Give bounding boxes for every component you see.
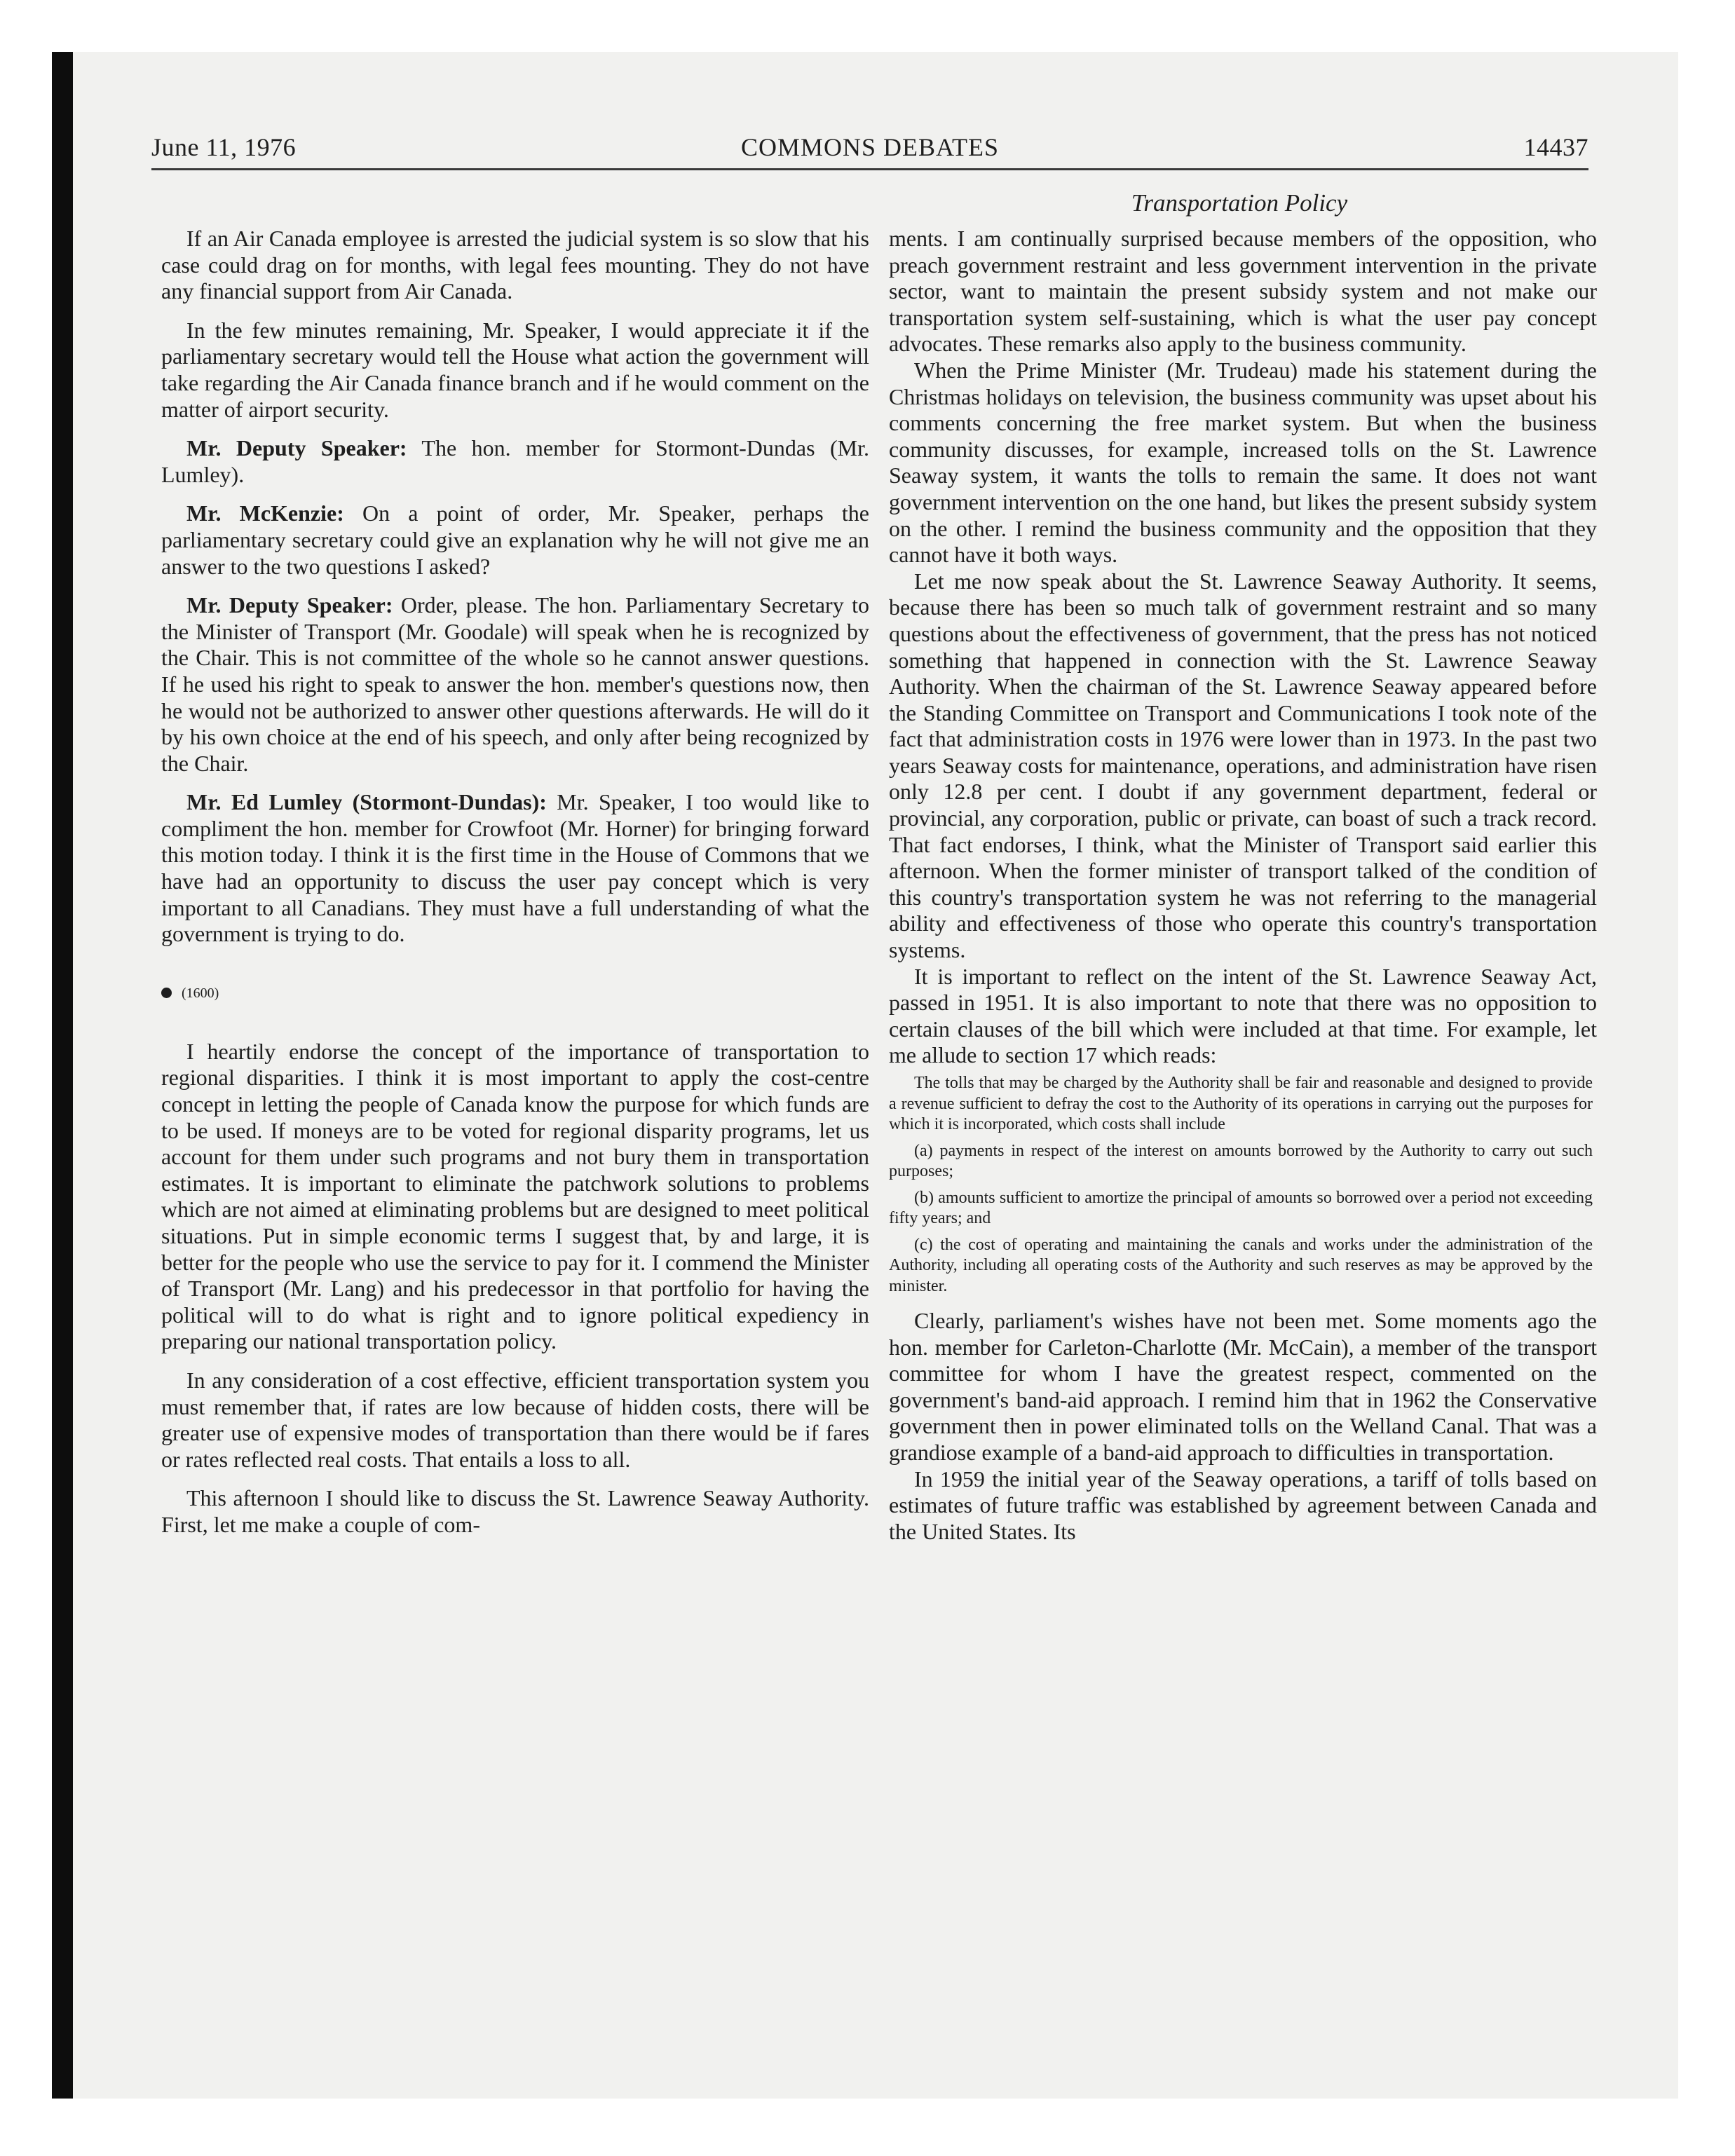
right-column [889, 226, 1597, 1545]
paragraph: I heartily endorse the concept of the importance of transportation to regional disparities. I think it is most important to apply the cost-centre concept in letting the people of Canada know the purpose for which funds are to be used. If moneys are to be voted for regional disparity programs, let us account for them under such programs and not bury them in transportation estimates. It is important to eliminate the patchwork solutions to problems which are not aimed at eliminating problems but are designed to meet political situations. Put in simple economic terms I suggest that, by and large, it is better for the people who use the service to pay for it. I commend the Minister of Transport (Mr. Lang) and his predecessor in that portfolio for having the political will to do what is right and to ignore political expediency in preparing our national transportation policy. [161, 1038, 869, 1354]
header-title: COMMONS DEBATES [740, 133, 1000, 161]
paragraph: In the few minutes remaining, Mr. Speaker, I would appreciate it if the parliamentary secretary would tell the House what action the government will take regarding the Air Canada finance branch and if he would comment on the matter of airport security. [161, 317, 869, 422]
quote-item-a: (a) payments in respect of the interest on amounts borrowed by the Authority to carry out such purposes; [889, 1141, 1593, 1180]
left-column [161, 226, 869, 1551]
header-page-number: 14437 [1523, 133, 1588, 161]
quote-item-c: (c) the cost of operating and maintaining the canals and works under the administration of the Authority, including all operating costs of the Authority and such reserves as may be approved by the minister. [889, 1235, 1593, 1295]
speaker-name: Mr. McKenzie: [186, 500, 344, 526]
speech-text: Mr. Speaker, I too would like to compliment the hon. member for Crowfoot (Mr. Horner) for bringing forward this motion today. I think it is the first time in the House of Commons that we have had an opportunity to discuss the user pay concept which is very important to all Canadians. They must have a full understanding of what the government is trying to do. [161, 789, 870, 947]
quote-intro: The tolls that may be charged by the Authority shall be fair and reasonable and designed to provide a revenue sufficient to defray the cost to the Authority of its operations in carrying out the purposes for which it is incorporated, which costs shall include [889, 1074, 1593, 1133]
page-header [151, 132, 1588, 170]
paragraph: It is important to reflect on the intent of the St. Lawrence Seaway Act, passed in 1951. It is also important to note that there was no opposition to certain clauses of the bill which were included at that time. For example, let me allude to section 17 which reads: [889, 963, 1597, 1068]
speaker-name: Mr. Deputy Speaker: [186, 592, 393, 618]
paragraph: ments. I am continually surprised because members of the opposition, who preach government restraint and less government intervention in the private sector, want to maintain the present subsidy system and not make our transportation system self-sustaining, which is what the user pay concept advocates. These remarks also apply to the business community. [889, 226, 1597, 357]
running-head: Transportation Policy [1131, 189, 1348, 217]
speech-text: Order, please. The hon. Parliamentary Secretary to the Minister of Transport (Mr. Goodale) will speak when he is recognized by the Chair. This is not committee of the whole so he cannot answer questions. If he used his right to speak to answer the hon. member's questions now, then he would not be authorized to answer other questions afterwards. He will do it by his own choice at the end of his speech, and only after being recognized by the Chair. [161, 592, 869, 776]
paragraph: Clearly, parliament's wishes have not been met. Some moments ago the hon. member for Carleton-Charlotte (Mr. McCain), a member of the transport committee for whom I have the greatest respect, commented on the government's band-aid approach. I remind him that in 1962 the Conservative government then in power eliminated tolls on the Welland Canal. That was a grandiose example of a band-aid approach to difficulties in transportation. [889, 1308, 1597, 1465]
speech-text: On a point of order, Mr. Speaker, perhaps the parliamentary secretary could give an explanation why he will not give me an answer to the two questions I asked? [161, 500, 869, 579]
speech-paragraph [161, 500, 869, 580]
header-date: June 11, 1976 [151, 133, 297, 161]
timestamp-text: (1600) [182, 985, 219, 1001]
paragraph: In 1959 the initial year of the Seaway operations, a tariff of tolls based on estimates of future traffic was established by agreement between Canada and the United States. Its [889, 1466, 1597, 1544]
speaker-name: Mr. Ed Lumley (Stormont-Dundas): [186, 789, 547, 815]
scan-edge-bar [52, 52, 73, 2099]
speech-paragraph [161, 435, 869, 488]
statute-quote [889, 1073, 1597, 1297]
quote-item-b: (b) amounts sufficient to amortize the principal of amounts so borrowed over a period not exceeding fifty years; and [889, 1188, 1593, 1227]
timestamp-marker [161, 983, 869, 1004]
paragraph: Let me now speak about the St. Lawrence Seaway Authority. It seems, because there has been so much talk of government restraint and so many questions about the effectiveness of government, that the press has not noticed something that happened in connection with the St. Lawrence Seaway Authority. When the chairman of the St. Lawrence Seaway appeared before the Standing Committee on Transport and Communications I took note of the fact that administration costs in 1976 were lower than in 1973. In the past two years Seaway costs for maintenance, operations, and administration have risen only 12.8 per cent. I doubt if any government department, federal or provincial, any corporation, public or private, can boast of such a track record. That fact endorses, I think, what the Minister of Transport said earlier this afternoon. When the former minister of transport talked of the condition of this country's transportation system he was not referring to the managerial ability and effectiveness of those who operate this country's transportation systems. [889, 568, 1597, 963]
speech-paragraph [161, 789, 869, 948]
paragraph: This afternoon I should like to discuss the St. Lawrence Seaway Authority. First, let me make a couple of com- [161, 1485, 869, 1537]
speech-paragraph [161, 592, 869, 777]
speech-text: The hon. member for Stormont-Dundas (Mr. Lumley). [161, 435, 869, 487]
paragraph: If an Air Canada employee is arrested the judicial system is so slow that his case could drag on for months, with legal fees mounting. They do not have any financial support from Air Canada. [161, 226, 869, 304]
bullet-icon [161, 988, 172, 998]
paragraph: When the Prime Minister (Mr. Trudeau) made his statement during the Christmas holidays on television, the business community was upset about his comments concerning the free market system. But when the business community discusses, for example, increased tolls on the St. Lawrence Seaway system, it wants the tolls to remain the same. It does not want government intervention on the one hand, but likes the present subsidy system on the other. I remind the business community and the opposition that they cannot have it both ways. [889, 357, 1597, 568]
speaker-name: Mr. Deputy Speaker: [186, 435, 407, 461]
paragraph: In any consideration of a cost effective, efficient transportation system you must remember that, if rates are low because of hidden costs, there will be greater use of expensive modes of transportation than there would be if fares or rates reflected real costs. That entails a loss to all. [161, 1367, 869, 1472]
